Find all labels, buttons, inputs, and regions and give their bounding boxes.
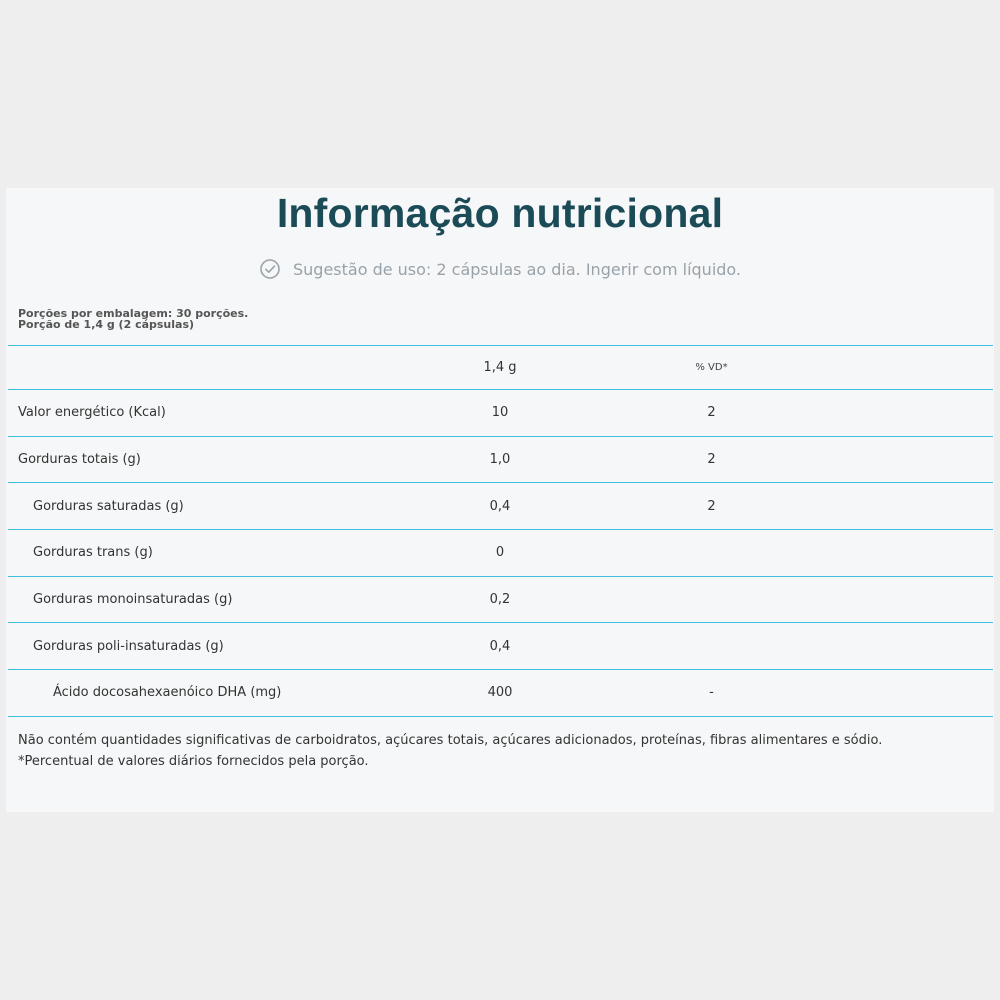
row-amount: 10 xyxy=(491,405,509,421)
row-name: Gorduras monoinsaturadas (g) xyxy=(33,592,233,608)
check-circle-icon xyxy=(259,258,281,280)
usage-text: Sugestão de uso: 2 cápsulas ao dia. Ingerir com líquido. xyxy=(292,259,742,279)
row-name: Gorduras poli-insaturadas (g) xyxy=(33,638,224,654)
row-name: Gorduras trans (g) xyxy=(33,545,153,561)
row-amount: 0,2 xyxy=(489,592,511,608)
table-row xyxy=(8,483,993,530)
table-row xyxy=(8,670,993,717)
row-amount: 0,4 xyxy=(489,498,511,514)
nutrition-table xyxy=(8,345,993,717)
row-amount: 1,0 xyxy=(489,452,511,468)
not-significant-note: Não contém quantidades significativas de carboidratos, açúcares totais, açúcares adicionados, proteínas, fibras alimentares e sódio. xyxy=(18,733,883,748)
table-header-row xyxy=(8,346,993,390)
header-vd: % VD* xyxy=(695,362,728,373)
usage-suggestion xyxy=(0,258,1000,280)
table-row xyxy=(8,530,993,577)
row-vd: 2 xyxy=(707,452,716,468)
row-name: Ácido docosahexaenóico DHA (mg) xyxy=(53,685,282,701)
row-name: Valor energético (Kcal) xyxy=(18,405,166,421)
table-row xyxy=(8,576,993,623)
row-name: Gorduras totais (g) xyxy=(18,452,141,468)
page-title: Informação nutricional xyxy=(276,190,724,236)
row-vd: 2 xyxy=(707,498,716,514)
row-name: Gorduras saturadas (g) xyxy=(33,498,184,514)
servings-per-package: Porções por embalagem: 30 porções. xyxy=(18,307,249,320)
table-row xyxy=(8,390,993,437)
table-row xyxy=(8,436,993,483)
header-amount: 1,4 g xyxy=(483,360,517,375)
row-vd: - xyxy=(709,685,714,701)
row-vd xyxy=(600,576,993,623)
row-vd xyxy=(600,623,993,670)
portion-size: Porção de 1,4 g (2 cápsulas) xyxy=(18,318,195,331)
row-vd: 2 xyxy=(707,405,716,421)
servings-info xyxy=(18,308,248,330)
footer-notes xyxy=(18,730,882,772)
header-name xyxy=(8,346,400,390)
row-vd xyxy=(600,530,993,577)
row-amount: 0,4 xyxy=(489,638,511,654)
table-row xyxy=(8,623,993,670)
vd-note: *Percentual de valores diários fornecidos pela porção. xyxy=(18,754,369,769)
row-amount: 400 xyxy=(487,685,513,701)
row-amount: 0 xyxy=(495,545,505,561)
